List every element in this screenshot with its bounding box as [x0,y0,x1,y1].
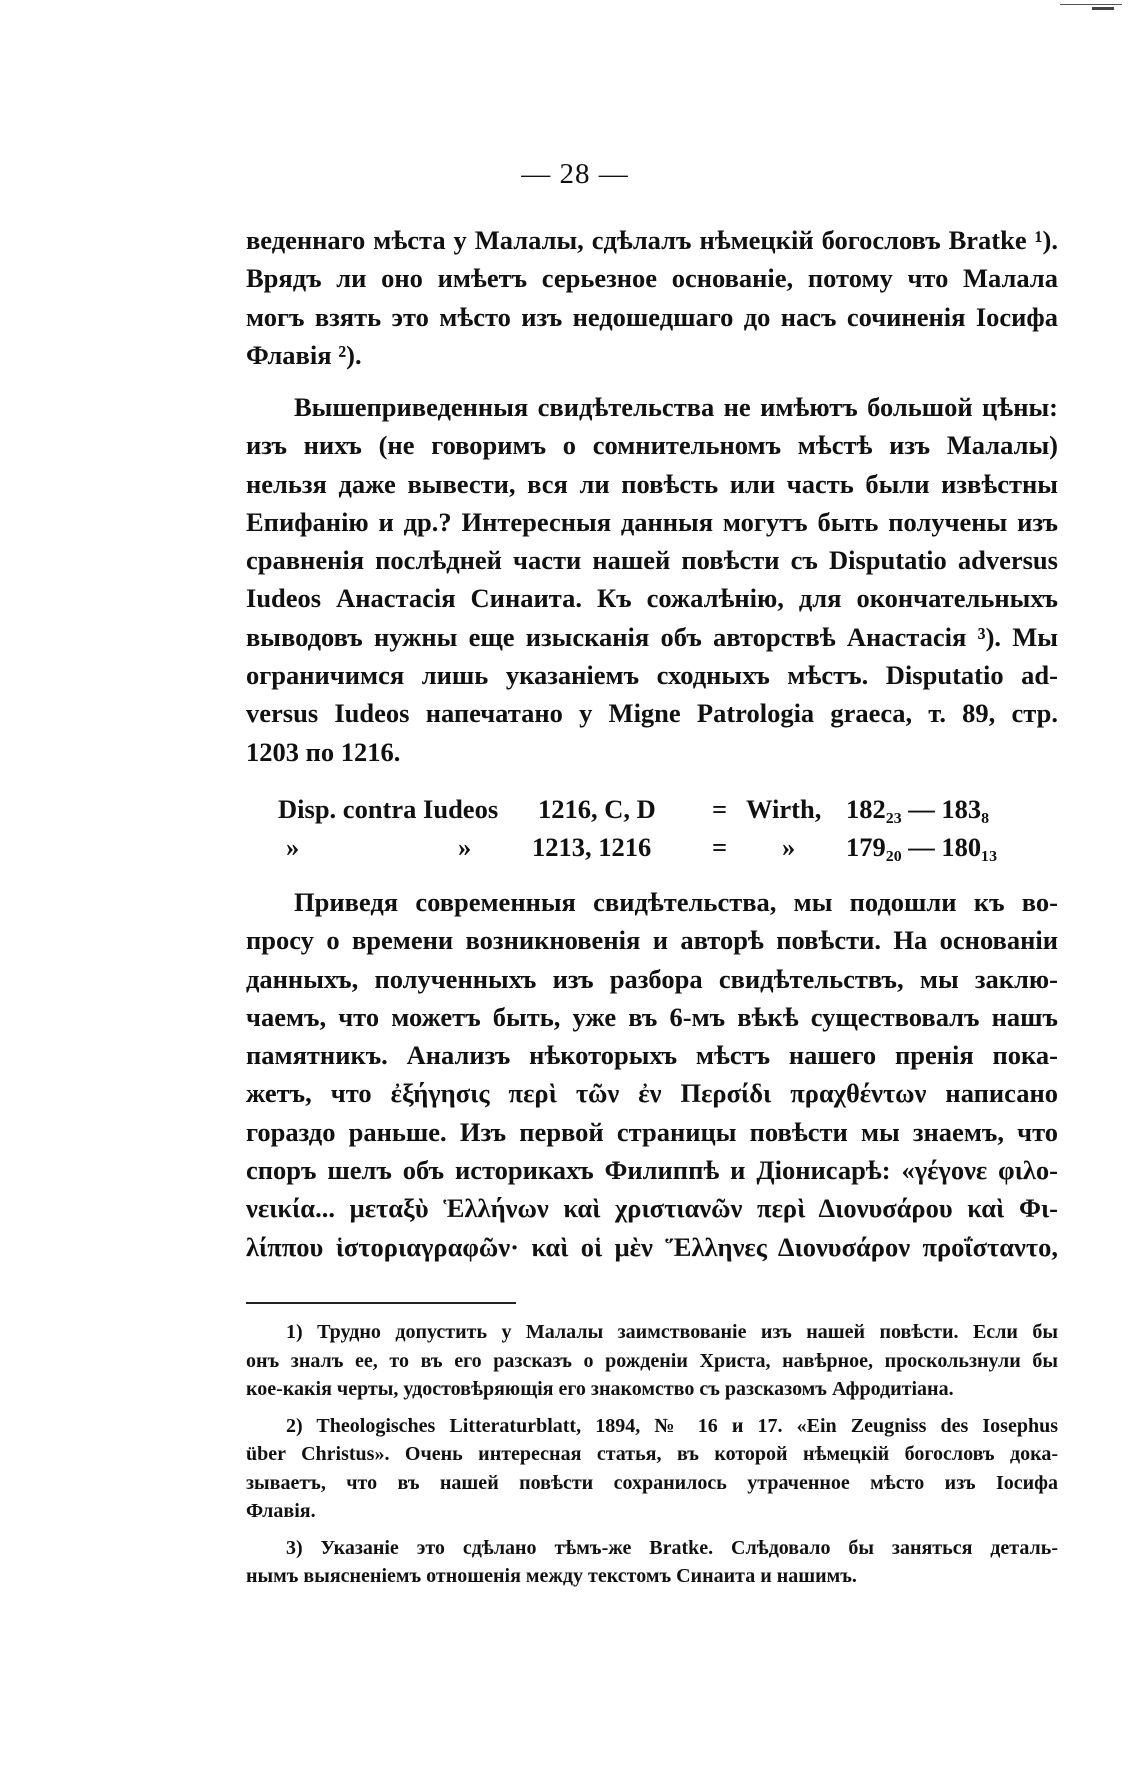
text-line: данныхъ, полученныхъ изъ разбора свидѣтельствъ, мы заклю- [246,963,1058,994]
text-line: веденнаго мѣста у Малалы, сдѣлалъ нѣмецкій богословъ Bratke ¹). [246,225,1058,255]
text-line: Епифанію и др.? Интересныя данныя могутъ быть получены изъ [246,506,1058,537]
target-title: Wirth, [746,794,822,824]
footnote-2 [246,1412,1058,1526]
footnote-1 [246,1318,1058,1404]
text-line: выводовъ нужны еще изысканія объ авторствѣ Анастасія ³). Мы [246,621,1058,652]
page-number: — 28 — [521,158,629,190]
text-line: сравненія послѣдней части нашей повѣсти съ Disputatio adversus [246,545,1058,576]
paragraph-2 [246,388,1058,771]
paragraph-1 [246,221,1058,374]
text-line: чаемъ, что можетъ быть, уже въ 6-мъ вѣкѣ существовалъ нашъ [246,1001,1058,1032]
text-line: могъ взять это мѣсто изъ недошедшаго до насъ сочиненія Іосифа [246,301,1058,332]
text-line: Приведя современныя свидѣтельства, мы подошли къ во- [294,887,1058,917]
text-line: Вышеприведенныя свидѣтельства не имѣютъ большой цѣны: [294,392,1058,422]
footnote-line: онъ зналъ ее, то въ его разсказъ о рожденіи Христа, навѣрное, проскользнули бы [246,1349,1058,1372]
footnote-line: 2) Theologisches Litteraturblatt, 1894, № 16 и 17. «Ein Zeugniss des Iosephus [286,1414,1058,1437]
equals-sign: = [712,794,728,824]
corner-mark [1060,4,1122,13]
ditto-mark: » [286,832,300,862]
footnote-line: кое-какія черты, удостовѣряющія его знакомство съ разсказомъ Афродитіана. [246,1378,954,1400]
text-line: жетъ, что ἐξήγησις περὶ τῶν ἐν Περσίδι πραχθέντων написано [246,1078,1058,1109]
footnote-line: зываетъ, что въ нашей повѣсти сохранилось утраченное мѣсто изъ Іосифа [246,1471,1058,1494]
text-line: нельзя даже вывести, вся ли повѣсть или часть были извѣстны [246,468,1058,499]
text-line: изъ нихъ (не говоримъ о сомнительномъ мѣстѣ изъ Малалы) [246,430,1058,461]
target-pages: 182₂₃ — 183₈ [846,794,990,824]
equals-sign: = [712,832,728,862]
footnote-line: нымъ выясненіемъ отношенія между текстомъ Синаита и нашимъ. [246,1565,857,1587]
text-line: 1203 по 1216. [246,736,401,767]
disputatio-comparison [246,790,1058,866]
text-line: споръ шелъ объ историкахъ Филиппѣ и Діонисарѣ: «γέγονε φιλο- [246,1155,1058,1186]
text-line: гораздо раньше. Изъ первой страницы повѣсти мы знаемъ, что [246,1116,1058,1147]
source-pages: 1216, C, D [538,794,656,824]
text-line: ограничимся лишь указаніемъ сходныхъ мѣстъ. Disputatio ad- [246,660,1058,691]
paragraph-3 [246,883,1058,1266]
ditto-mark: » [782,832,796,862]
comparison-row [246,790,1058,828]
footnote-line: Флавія. [246,1500,316,1522]
source-title: Disp. contra Iudeos [278,794,499,824]
footnotes [246,1318,1058,1591]
text-line: Врядъ ли оно имѣетъ серьезное основаніе, потому что Малала [246,263,1058,294]
source-pages: 1213, 1216 [532,832,652,862]
text-line: Флавія ²). [246,339,362,370]
footnote-3 [246,1534,1058,1591]
text-line: νεικία... μεταξὺ Ἑλλήνων καὶ χριστιανῶν περὶ Διονυσάρου καὶ Φι- [246,1193,1058,1224]
footnote-line: 1) Трудно допустить у Малалы заимствованіе изъ нашей повѣсти. Если бы [286,1321,1058,1343]
text-line: versus Iudeos напечатано у Migne Patrologia graeca, т. 89, стр. [246,698,1058,729]
text-line: памятникъ. Анализъ нѣкоторыхъ мѣстъ нашего пренія пока- [246,1040,1058,1071]
footnote-line: 3) Указаніе это сдѣлано тѣмъ-же Bratke. Слѣдовало бы заняться деталь- [286,1536,1058,1559]
comparison-row [246,828,1058,866]
text-line: просу о времени возникновенія и авторѣ повѣсти. На основаніи [246,925,1058,956]
target-pages: 179₂₀ — 180₁₃ [846,832,998,862]
text-line: Iudeos Анастасія Синаита. Къ сожалѣнію, для окончательныхъ [246,583,1058,614]
text-line: λίππου ἱστοριαγραφῶν· καὶ οἱ μὲν Ἕλληνες Διονυσάρον προΐσταντο, [246,1231,1058,1262]
ditto-mark: » [458,832,472,862]
footnote-line: über Christus». Очень интересная статья, въ которой нѣмецкій богословъ дока- [246,1443,1058,1465]
footnote-separator [246,1302,516,1304]
